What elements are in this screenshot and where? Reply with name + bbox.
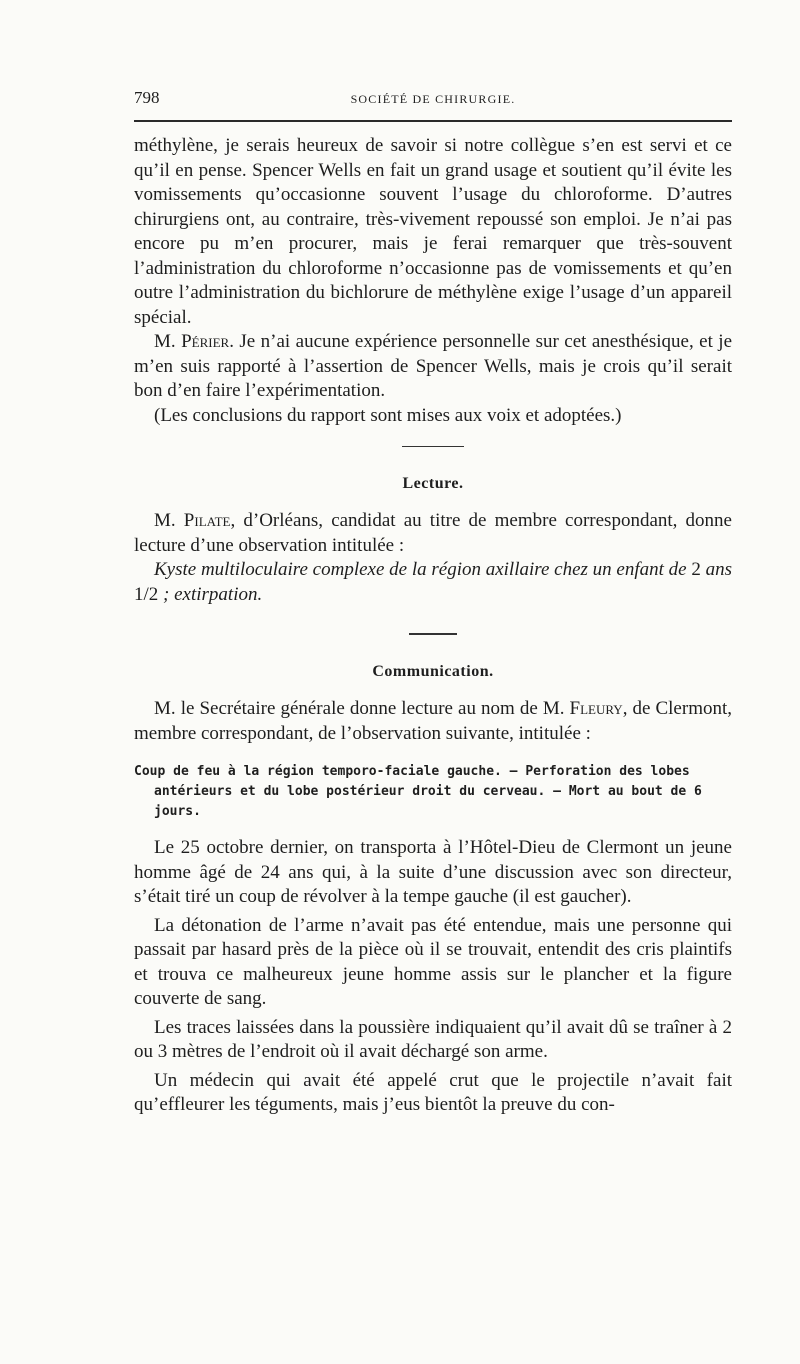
observation-title-italic [134, 558, 732, 607]
paragraph-body: Les traces laissées dans la poussière indiquaient qu’il avait dû se traîner à 2 ou 3 mètres de l’endroit où il avait déchargé son arme. [134, 1016, 732, 1062]
paragraph-text: Je n’ai aucune expérience personnelle sur cet anesthésique, et je m’en suis rapporté à l’assertion de Spencer Wells, mais je crois qu’il serait bon d’en faire l’expérimentation. [134, 331, 733, 401]
section-separator [409, 633, 457, 635]
age-number: 2 [691, 559, 701, 580]
page-number: 798 [134, 88, 160, 107]
section-separator [402, 446, 464, 447]
paragraph-secretary [134, 697, 732, 746]
paragraph-pilate [134, 509, 732, 558]
speaker-name: Pilate [183, 510, 231, 531]
header-rule [134, 120, 732, 122]
italic-text: ; extirpation. [158, 583, 263, 605]
paragraph-text: , de Clermont, membre correspondant, de l’observation suivante, intitulée : [134, 698, 732, 744]
paragraph-text: , d’Orléans, candidat au titre de membre correspondant, donne lecture d’une observation intitulée : [134, 510, 732, 556]
italic-text: ans [700, 559, 732, 580]
paragraph-body: La détonation de l’arme n’avait pas été entendue, mais une personne qui passait par hasard près de la pièce où il se trouvait, entendit des cris plaintifs et trouva ce malheureux jeune homme assis sur le plancher et la figure couverte de sang. [134, 914, 732, 1009]
paragraph-prefix: M. [154, 510, 184, 531]
age-fraction: 1/2 [134, 583, 159, 605]
section-title-communication: Communication. [372, 663, 494, 680]
paragraph-continued: méthylène, je serais heureux de savoir si notre collègue s’en est servi et ce qu’il en pense. Spencer Wells en fait un grand usage et soutient qu’il évite les vomissements qu’occasionne souvent l’usage du chloroforme. D’autres chirurgiens ont, au contraire, très-vivement repoussé son emploi. Je n’ai pas encore pu m’en procurer, mais je ferai remarquer que très-souvent l’administration du chloroforme n’occasionne pas de vomissements et qu’en outre l’administration du bichlorure de méthylène exige l’usage d’un appareil spécial. [134, 135, 732, 328]
speaker-name: Fleury [569, 698, 623, 719]
paragraph-body: Un médecin qui avait été appelé crut que le projectile n’avait fait qu’effleurer les téguments, mais j’eus bientôt la preuve du con- [134, 1069, 732, 1115]
speaker-name: M. Périer. [154, 331, 234, 352]
section-title-lecture: Lecture. [402, 475, 464, 492]
page-header [134, 88, 732, 114]
observation-heading: Coup de feu à la région temporo-faciale gauche. — Perforation des lobes antérieurs et du lobe postérieur droit du cerveau. — Mort au bout de 6 jours. [134, 764, 702, 819]
paragraph-body: Le 25 octobre dernier, on transporta à l’Hôtel-Dieu de Clermont un jeune homme âgé de 24 ans qui, à la suite d’une discussion avec son directeur, s’était tiré un coup de révolver à la tempe gauche (il est gaucher). [134, 837, 732, 907]
paragraph-conclusions: (Les conclusions du rapport sont mises aux voix et adoptées.) [154, 404, 622, 426]
italic-text: Kyste multiloculaire complexe de la région axillaire chez un enfant de [154, 559, 692, 580]
paragraph-perier [134, 330, 732, 404]
paragraph-prefix: M. le Secrétaire générale donne lecture au nom de M. [154, 698, 570, 719]
page [134, 88, 732, 1118]
running-head: SOCIÉTÉ DE CHIRURGIE. [350, 92, 516, 106]
